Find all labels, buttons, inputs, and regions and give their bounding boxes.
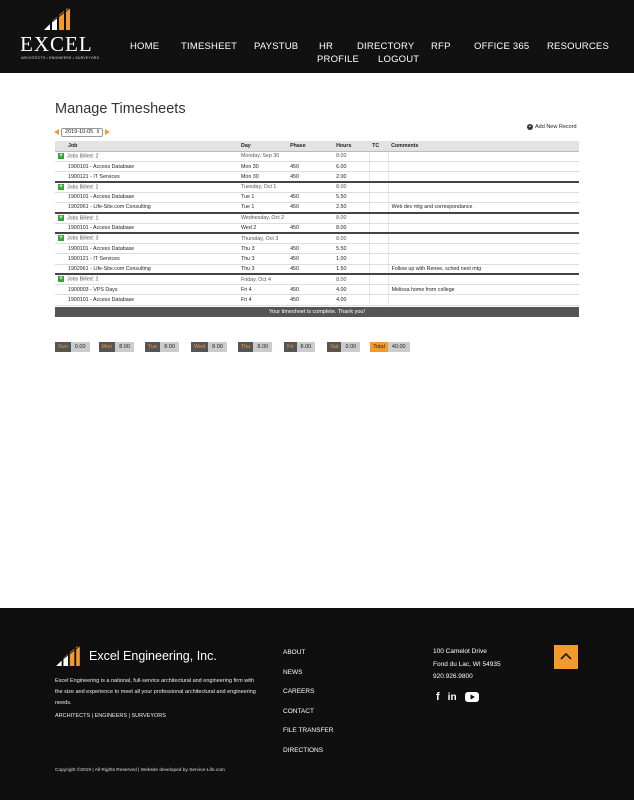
day-total-label: Sat xyxy=(327,342,341,352)
cell-job: 1900121 - IT Services xyxy=(55,172,238,182)
cell-job xyxy=(55,213,238,223)
cell-comments: Melissa home from college xyxy=(388,285,579,295)
col-job-header: Job xyxy=(55,141,238,151)
nav-profile[interactable]: PROFILE xyxy=(317,54,360,65)
address-line-2: Fond du Lac, WI 54935 xyxy=(433,660,501,668)
jobs-billed-label: Jobs Billed: 2 xyxy=(67,153,99,160)
cell-comments xyxy=(388,172,579,182)
table-row[interactable] xyxy=(55,162,579,172)
cell-comments: Follow up with Renee, sched next mtg xyxy=(388,264,579,274)
site-header xyxy=(0,0,634,73)
cell-day: Monday, Sep 30 xyxy=(238,151,287,161)
day-total-label: Mon xyxy=(99,342,116,352)
nav-paystub[interactable]: PAYSTUB xyxy=(254,41,299,52)
cell-day: Fri 4 xyxy=(238,285,287,295)
cell-comments xyxy=(388,274,579,284)
address-line-1: 100 Camelot Drive xyxy=(433,648,487,655)
cell-comments xyxy=(388,254,579,264)
day-total-hours: 8.00 xyxy=(160,342,179,352)
cell-tc xyxy=(369,182,388,192)
footer-link-directions[interactable]: DIRECTIONS xyxy=(283,746,324,754)
table-header-row xyxy=(55,141,579,151)
phone-number[interactable]: 920.926.9800 xyxy=(433,673,473,680)
table-row[interactable] xyxy=(55,203,579,213)
cell-comments xyxy=(388,244,579,254)
table-row[interactable] xyxy=(55,223,579,233)
day-group-row[interactable] xyxy=(55,182,579,192)
day-total-label: Wed xyxy=(191,342,208,352)
day-total-tue xyxy=(145,342,179,352)
day-total-wed xyxy=(191,342,227,352)
cell-tc xyxy=(369,192,388,202)
table-row[interactable] xyxy=(55,192,579,202)
day-group-row[interactable] xyxy=(55,274,579,284)
day-total-thu xyxy=(238,342,272,352)
chevron-up-icon xyxy=(554,645,578,669)
col-day-header: Day xyxy=(238,141,287,151)
cell-hours: 1.50 xyxy=(333,264,369,274)
nav-rfp[interactable]: RFP xyxy=(431,41,451,52)
cell-hours: 1.00 xyxy=(333,254,369,264)
cell-comments xyxy=(388,223,579,233)
nav-timesheet[interactable]: TIMESHEET xyxy=(181,41,238,52)
cell-phase: 450 xyxy=(287,264,333,274)
cell-phase: 450 xyxy=(287,223,333,233)
cell-job: 1900101 - Access Database xyxy=(55,244,238,254)
cell-phase: 450 xyxy=(287,203,333,213)
cell-phase xyxy=(287,274,333,284)
cell-job: 1900101 - Access Database xyxy=(55,162,238,172)
col-hours-header: Hours xyxy=(333,141,369,151)
nav-logout[interactable]: LOGOUT xyxy=(378,54,420,65)
cell-comments xyxy=(388,151,579,161)
cell-day: Wednesday, Oct 2 xyxy=(238,213,287,223)
date-selector xyxy=(54,127,110,137)
cell-job: 1900101 - Access Database xyxy=(55,295,238,305)
cell-tc xyxy=(369,244,388,254)
next-week-arrow-icon[interactable] xyxy=(105,129,110,135)
cell-comments xyxy=(388,162,579,172)
footer-about-text: Excel Engineering is a national, full-service architectural and engineering firm with the size and experience to meet all your professional architectural and engineering needs. xyxy=(55,678,256,706)
jobs-billed-label: Jobs Billed: 2 xyxy=(67,276,99,283)
footer-address xyxy=(433,646,501,684)
nav-home[interactable]: HOME xyxy=(130,41,160,52)
cell-day: Thu 3 xyxy=(238,264,287,274)
cell-day: Tue 1 xyxy=(238,203,287,213)
back-to-top-button[interactable] xyxy=(554,645,578,669)
cell-job: 1900003 - VPS Days xyxy=(55,285,238,295)
page-title: Manage Timesheets xyxy=(55,101,186,117)
day-total-label: Thu xyxy=(238,342,253,352)
cell-phase xyxy=(287,213,333,223)
logo-tagline: ARCHITECTS • ENGINEERS • SURVEYORS xyxy=(21,56,100,60)
cell-tc xyxy=(369,151,388,161)
cell-day: Thu 3 xyxy=(238,244,287,254)
day-total-sat xyxy=(327,342,360,352)
table-row[interactable] xyxy=(55,285,579,295)
day-total-total xyxy=(370,342,409,352)
cell-day: Friday, Oct 4 xyxy=(238,274,287,284)
timesheet-table xyxy=(55,141,579,306)
cell-hours: 4.00 xyxy=(333,285,369,295)
excel-logo[interactable] xyxy=(20,8,100,64)
cell-phase xyxy=(287,233,333,243)
cell-comments xyxy=(388,213,579,223)
cell-tc xyxy=(369,274,388,284)
day-total-label: Total xyxy=(370,342,388,352)
jobs-billed-label: Jobs Billed: 3 xyxy=(67,235,99,242)
cell-job xyxy=(55,233,238,243)
day-totals xyxy=(55,342,410,352)
cell-day: Mon 30 xyxy=(238,172,287,182)
footer-company-name: Excel Engineering, Inc. xyxy=(89,649,217,663)
cell-tc xyxy=(369,295,388,305)
expand-plus-icon[interactable]: + xyxy=(59,235,63,242)
cell-comments xyxy=(388,295,579,305)
expand-plus-icon[interactable]: + xyxy=(59,276,63,283)
cell-job: 1900121 - IT Services xyxy=(55,254,238,264)
cell-tc xyxy=(369,203,388,213)
cell-job xyxy=(55,151,238,161)
cell-job xyxy=(55,274,238,284)
cell-day: Tuesday, Oct 1 xyxy=(238,182,287,192)
nav-hr[interactable]: HR xyxy=(319,41,334,52)
table-row[interactable] xyxy=(55,264,579,274)
day-total-label: Fri xyxy=(284,342,296,352)
cell-hours: 8.00 xyxy=(333,274,369,284)
date-select[interactable] xyxy=(61,128,103,137)
cell-hours: 8.00 xyxy=(333,233,369,243)
cell-day: Fri 4 xyxy=(238,295,287,305)
logo-mark-icon xyxy=(44,8,70,30)
cell-hours: 2.50 xyxy=(333,203,369,213)
add-new-record-button[interactable] xyxy=(527,124,577,130)
cell-hours: 4.00 xyxy=(333,295,369,305)
cell-phase xyxy=(287,182,333,192)
cell-hours: 2.00 xyxy=(333,172,369,182)
nav-office365[interactable]: OFFICE 365 xyxy=(474,41,530,52)
cell-day: Mon 30 xyxy=(238,162,287,172)
footer-logo[interactable] xyxy=(55,646,217,666)
cell-phase: 450 xyxy=(287,295,333,305)
nav-directory[interactable]: DIRECTORY xyxy=(357,41,415,52)
cell-tc xyxy=(369,213,388,223)
facebook-icon[interactable]: f xyxy=(436,691,440,703)
cell-hours: 8.00 xyxy=(333,213,369,223)
day-total-label: Sun xyxy=(55,342,71,352)
day-group-row[interactable] xyxy=(55,213,579,223)
cell-phase: 450 xyxy=(287,192,333,202)
cell-hours: 8.00 xyxy=(333,182,369,192)
col-tc-header: TC xyxy=(369,141,388,151)
day-total-hours: 8.00 xyxy=(297,342,316,352)
cell-comments xyxy=(388,192,579,202)
cell-hours: 5.50 xyxy=(333,192,369,202)
cell-tc xyxy=(369,264,388,274)
site-footer xyxy=(0,608,634,800)
cell-day: Thu 3 xyxy=(238,254,287,264)
cell-phase: 450 xyxy=(287,172,333,182)
cell-tc xyxy=(369,233,388,243)
cell-hours: 8.00 xyxy=(333,223,369,233)
day-total-hours: 0.00 xyxy=(71,342,90,352)
cell-hours: 8.00 xyxy=(333,151,369,161)
cell-job: 1902961 - Life-Site.com Consulting xyxy=(55,264,238,274)
cell-phase: 450 xyxy=(287,254,333,264)
cell-phase xyxy=(287,151,333,161)
day-total-hours: 8.00 xyxy=(115,342,134,352)
timesheet-complete-banner: Your timesheet is complete. Thank you! xyxy=(55,307,579,317)
expand-plus-icon[interactable]: + xyxy=(59,184,63,191)
cell-comments: Web dev mtg and correspondance xyxy=(388,203,579,213)
col-phase-header: Phase xyxy=(287,141,333,151)
table-row[interactable] xyxy=(55,254,579,264)
youtube-icon[interactable] xyxy=(465,692,479,702)
footer-logo-mark-icon xyxy=(55,646,81,666)
footer-link-news[interactable]: NEWS xyxy=(283,668,303,676)
footer-link-careers[interactable]: CAREERS xyxy=(283,688,315,695)
table-row[interactable] xyxy=(55,244,579,254)
prev-week-arrow-icon[interactable] xyxy=(54,129,59,135)
jobs-billed-label: Jobs Billed: 2 xyxy=(67,184,99,191)
cell-tc xyxy=(369,285,388,295)
day-total-label: Tue xyxy=(145,342,160,352)
cell-day: Thursday, Oct 3 xyxy=(238,233,287,243)
day-total-hours: 8.00 xyxy=(208,342,227,352)
date-value: 2019-10-05 xyxy=(65,128,94,135)
cell-comments xyxy=(388,182,579,192)
day-total-hours: 40.00 xyxy=(388,342,410,352)
add-new-record-label: Add New Record xyxy=(535,124,577,130)
cell-job: 1902961 - Life-Site.com Consulting xyxy=(55,203,238,213)
logo-word: EXCEL xyxy=(20,32,93,56)
cell-job: 1900101 - Access Database xyxy=(55,192,238,202)
day-total-mon xyxy=(99,342,134,352)
cell-hours: 5.50 xyxy=(333,244,369,254)
day-total-sun xyxy=(55,342,90,352)
footer-link-about[interactable]: ABOUT xyxy=(283,649,306,656)
nav-resources[interactable]: RESOURCES xyxy=(547,41,609,52)
footer-link-contact[interactable]: CONTACT xyxy=(283,707,314,715)
table-row[interactable] xyxy=(55,172,579,182)
cell-day: Tue 1 xyxy=(238,192,287,202)
cell-phase: 450 xyxy=(287,244,333,254)
cell-phase: 450 xyxy=(287,162,333,172)
cell-phase: 450 xyxy=(287,285,333,295)
cell-day: Wed 2 xyxy=(238,223,287,233)
footer-links xyxy=(283,649,333,766)
cell-tc xyxy=(369,223,388,233)
cell-tc xyxy=(369,172,388,182)
day-total-hours: 0.00 xyxy=(341,342,360,352)
footer-link-file-transfer[interactable]: FILE TRANSFER xyxy=(283,727,334,734)
social-links xyxy=(436,691,479,703)
day-total-hours: 8.00 xyxy=(253,342,272,352)
cell-job: 1900101 - Access Database xyxy=(55,223,238,233)
day-group-row[interactable] xyxy=(55,233,579,243)
copyright-text: Copyright ©2019 | All Rights Reserved | Website developed by Service-Life.com xyxy=(55,768,225,773)
day-total-fri xyxy=(284,342,315,352)
cell-job xyxy=(55,182,238,192)
cell-comments xyxy=(388,233,579,243)
day-group-row[interactable] xyxy=(55,151,579,161)
cell-tc xyxy=(369,254,388,264)
expand-plus-icon[interactable]: + xyxy=(59,214,63,221)
expand-plus-icon[interactable]: + xyxy=(59,153,63,160)
linkedin-icon[interactable]: in xyxy=(447,691,457,703)
plus-circle-icon: + xyxy=(528,124,532,130)
footer-tags: ARCHITECTS | ENGINEERS | SURVEYORS xyxy=(55,713,166,719)
select-spinner-icon: ⇕ xyxy=(95,128,100,135)
cell-tc xyxy=(369,162,388,172)
col-comments-header: Comments xyxy=(388,141,579,151)
cell-hours: 6.00 xyxy=(333,162,369,172)
jobs-billed-label: Jobs Billed: 1 xyxy=(67,215,99,222)
table-row[interactable] xyxy=(55,295,579,305)
